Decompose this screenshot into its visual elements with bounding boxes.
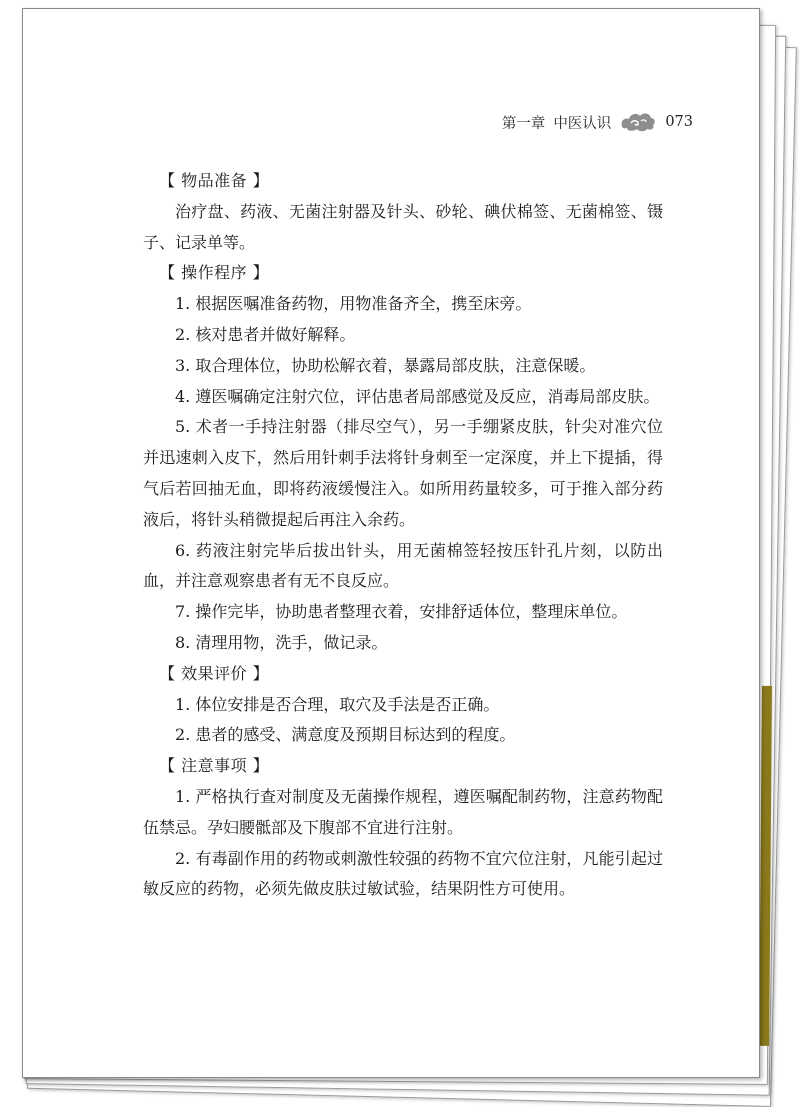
page-content — [143, 166, 663, 905]
paragraph: 2. 有毒副作用的药物或刺激性较强的药物不宜穴位注射，凡能引起过敏反应的药物，必须先做皮肤过敏试验，结果阴性方可使用。 — [143, 848, 663, 899]
paragraph: 2. 患者的感受、满意度及预期目标达到的程度。 — [175, 725, 516, 745]
paragraph: 4. 遵医嘱确定注射穴位，评估患者局部感觉及反应，消毒局部皮肤。 — [175, 386, 660, 406]
section-precautions — [143, 751, 663, 905]
paragraph: 1. 根据医嘱准备药物，用物准备齐全，携至床旁。 — [175, 294, 532, 314]
cloud-ornament-icon — [619, 111, 657, 133]
paragraph: 5. 术者一手持注射器（排尽空气），另一手绷紧皮肤，针尖对准穴位并迅速刺入皮下，然后用针刺手法将针身刺至一定深度，并上下提插，得气后若回抽无血，即将药液缓慢注入。如所用药量较多，可于推入部分药液后，将针头稍微提起后再注入余药。 — [143, 417, 663, 529]
section-title: 中医认识 — [553, 115, 612, 132]
paragraph: 7. 操作完毕，协助患者整理衣着，安排舒适体位，整理床单位。 — [175, 602, 628, 622]
page-number: 073 — [665, 114, 693, 130]
section-heading: 【 注意事项 】 — [159, 756, 270, 776]
paragraph: 3. 取合理体位，协助松解衣着，暴露局部皮肤，注意保暖。 — [175, 355, 596, 375]
paragraph: 6. 药液注射完毕后拔出针头，用无菌棉签轻按压针孔片刻，以防出血，并注意观察患者有无不良反应。 — [143, 540, 663, 591]
section-materials — [143, 166, 663, 258]
paragraph: 1. 严格执行查对制度及无菌操作规程，遵医嘱配制药物，注意药物配伍禁忌。孕妇腰骶部及下腹部不宜进行注射。 — [143, 786, 663, 837]
section-evaluation — [143, 659, 663, 751]
paragraph: 2. 核对患者并做好解释。 — [175, 324, 356, 344]
paragraph: 8. 清理用物，洗手，做记录。 — [175, 632, 388, 652]
section-procedure — [143, 258, 663, 658]
paragraph: 1. 体位安排是否合理，取穴及手法是否正确。 — [175, 694, 500, 714]
section-heading: 【 物品准备 】 — [159, 171, 270, 190]
section-heading: 【 效果评价 】 — [159, 663, 270, 683]
chapter-label: 第一章 — [501, 115, 546, 132]
running-header — [502, 111, 693, 133]
paragraph: 治疗盘、药液、无菌注射器及针头、砂轮、碘伏棉签、无菌棉签、镊子、记录单等。 — [143, 201, 663, 252]
section-heading: 【 操作程序 】 — [159, 263, 270, 283]
